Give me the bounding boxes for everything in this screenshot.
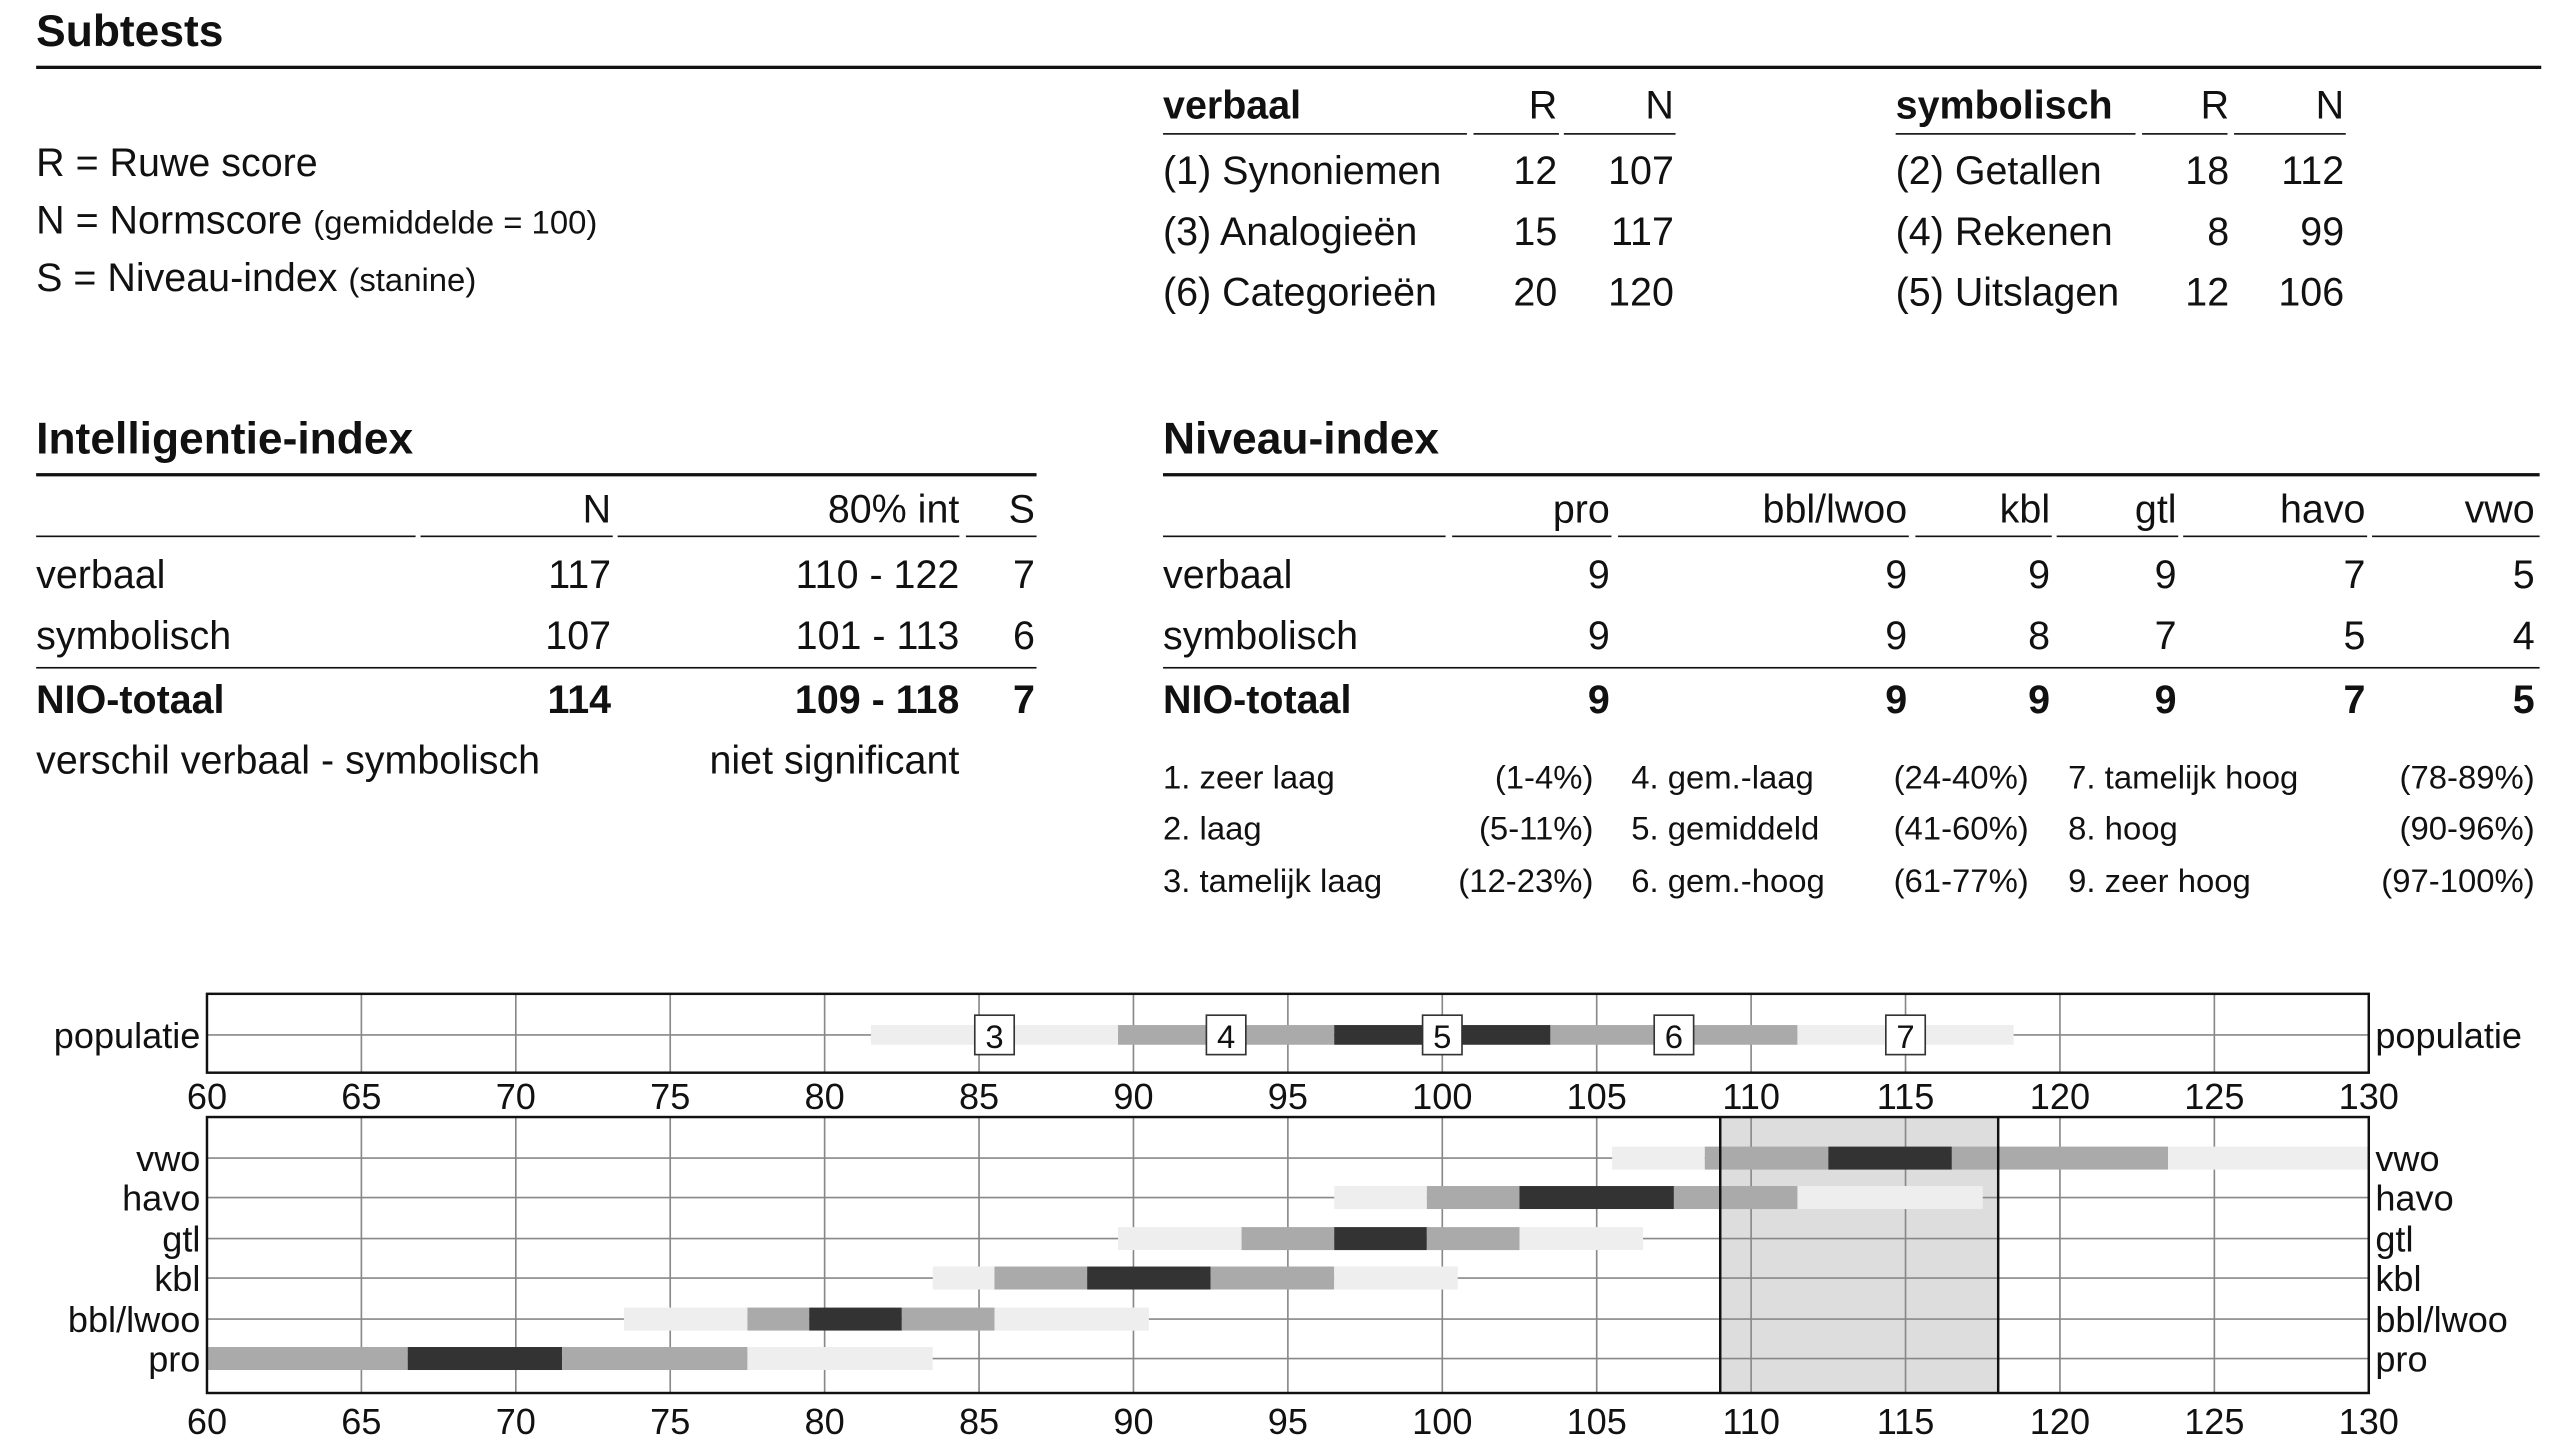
x-tick-label-bottom: 65 (341, 1401, 382, 1443)
x-tick-label-bottom: 125 (2184, 1401, 2245, 1443)
symbolisch-row-n: 112 (2281, 149, 2345, 194)
verbaal-row-r: 15 (1513, 210, 1558, 255)
x-tick-label-bottom: 75 (650, 1401, 691, 1443)
niveau-row-label: verbaal (1163, 553, 1293, 598)
legend-r: R = Ruwe score (36, 141, 318, 186)
int-col-int: 80% int (827, 487, 960, 533)
range-chart (0, 977, 2556, 1453)
group-segment (1705, 1147, 1829, 1170)
niveau-cell: 9 (2154, 553, 2177, 598)
int-header-rule-b (421, 536, 613, 538)
group-label-right: vwo (2375, 1138, 2440, 1180)
int-row-s: 7 (1012, 553, 1035, 598)
niveau-total-rule (1163, 667, 2540, 669)
group-label-right: bbl/lwoo (2375, 1299, 2508, 1341)
stanine-pct: (61-77%) (1893, 864, 2029, 901)
stanine-label: 9. zeer hoog (2068, 864, 2251, 901)
niveau-header-rule (2372, 536, 2540, 538)
x-tick-label-top: 85 (958, 1075, 1000, 1117)
intelligentie-heading: Intelligentie-index (36, 413, 414, 464)
verbaal-row-label: (6) Categorieën (1163, 271, 1437, 316)
group-segment (562, 1347, 747, 1370)
stanine-pct: (24-40%) (1893, 760, 2029, 797)
niveau-col: gtl (2134, 487, 2177, 533)
group-segment (1828, 1147, 1952, 1170)
stanine-pct: (12-23%) (1458, 864, 1594, 901)
niveau-header-rule (1163, 536, 1446, 538)
x-tick-label-top: 90 (1113, 1075, 1154, 1117)
group-label-left: havo (122, 1177, 201, 1219)
niveau-cell: 9 (1587, 614, 1610, 659)
verbaal-row-label: (1) Synoniemen (1163, 149, 1442, 194)
int-total-rule (36, 667, 1036, 669)
x-tick-label-bottom: 105 (1566, 1401, 1627, 1443)
int-row-n: 117 (548, 553, 612, 598)
stanine-box-label: 6 (1664, 1018, 1684, 1056)
group-label-left: kbl (154, 1258, 201, 1300)
x-tick-label-top: 100 (1412, 1075, 1473, 1117)
x-tick-label-top: 70 (495, 1075, 536, 1117)
x-tick-label-top: 80 (804, 1075, 845, 1117)
int-total-s: 7 (1012, 678, 1035, 723)
niveau-heading: Niveau-index (1163, 413, 1440, 464)
subtests-heading: Subtests (36, 6, 224, 56)
niveau-total-cell: 9 (2028, 678, 2051, 723)
niveau-row-label: symbolisch (1163, 614, 1359, 659)
stanine-box-label: 5 (1433, 1018, 1452, 1056)
niveau-total-cell: 9 (1587, 678, 1610, 723)
x-tick-label-top: 130 (2338, 1075, 2399, 1117)
niveau-total-cell: 7 (2343, 678, 2366, 723)
int-header-rule-c (618, 536, 960, 538)
niveau-col: pro (1552, 487, 1610, 533)
x-tick-label-top: 75 (650, 1075, 691, 1117)
group-segment (624, 1308, 748, 1331)
niveau-total-cell: 9 (1885, 678, 1908, 723)
symbolisch-row-n: 106 (2278, 271, 2345, 316)
group-segment (1211, 1267, 1335, 1290)
verschil-label: verschil verbaal - symbolisch (36, 739, 541, 784)
group-segment (1797, 1186, 1982, 1209)
stanine-label: 6. gem.-hoog (1631, 864, 1825, 901)
group-label-left: vwo (136, 1138, 201, 1180)
x-tick-label-top: 120 (2029, 1075, 2091, 1117)
stanine-label: 4. gem.-laag (1631, 760, 1814, 797)
niveau-cell: 8 (2028, 614, 2051, 659)
x-tick-label-bottom: 60 (186, 1401, 228, 1443)
x-tick-label-bottom: 120 (2029, 1401, 2091, 1443)
int-header-rule-a (36, 536, 415, 538)
symbolisch-col-r: R (2200, 83, 2230, 129)
niveau-cell: 5 (2343, 614, 2366, 659)
symbolisch-rule-b (2142, 133, 2227, 135)
group-segment (408, 1347, 562, 1370)
verbaal-col-r: R (1528, 83, 1558, 129)
group-segment (747, 1347, 932, 1370)
group-segment (2168, 1147, 2369, 1170)
verschil-value: niet significant (709, 739, 960, 784)
x-tick-label-bottom: 110 (1722, 1401, 1780, 1443)
verbaal-row-n: 107 (1608, 149, 1674, 194)
symbolisch-row-n: 99 (2300, 210, 2345, 255)
x-tick-label-bottom: 100 (1412, 1401, 1473, 1443)
verbaal-rule-a (1163, 133, 1467, 135)
stanine-label: 5. gemiddeld (1631, 811, 1820, 848)
niveau-total-cell: 9 (2154, 678, 2177, 723)
stanine-label: 7. tamelijk hoog (2068, 760, 2299, 797)
int-row-int: 101 - 113 (795, 614, 960, 659)
group-segment (1519, 1227, 1643, 1250)
group-label-right: pro (2375, 1338, 2428, 1380)
symbolisch-row-r: 8 (2207, 210, 2230, 255)
symbolisch-row-label: (5) Uitslagen (1895, 271, 2120, 316)
x-tick-label-bottom: 130 (2338, 1401, 2399, 1443)
group-segment (1952, 1147, 2168, 1170)
stanine-box-label: 4 (1216, 1018, 1236, 1056)
x-tick-label-bottom: 90 (1113, 1401, 1154, 1443)
symbolisch-row-r: 18 (2185, 149, 2230, 194)
verbaal-row-n: 117 (1611, 210, 1674, 255)
int-total-label: NIO-totaal (36, 678, 225, 723)
symbolisch-row-r: 12 (2185, 271, 2230, 316)
population-label-right: populatie (2375, 1015, 2522, 1057)
niveau-rule (1163, 473, 2540, 476)
x-tick-label-bottom: 70 (495, 1401, 536, 1443)
group-segment (1118, 1227, 1242, 1250)
niveau-cell: 5 (2512, 553, 2535, 598)
stanine-box-label: 7 (1896, 1018, 1915, 1056)
verbaal-row-n: 120 (1608, 271, 1674, 316)
population-label-left: populatie (53, 1015, 201, 1057)
int-col-n: N (582, 487, 612, 533)
stanine-pct: (90-96%) (2399, 811, 2535, 848)
niveau-col: havo (2279, 487, 2366, 533)
group-segment (1334, 1186, 1427, 1209)
niveau-header-rule (2057, 536, 2179, 538)
group-label-right: gtl (2375, 1218, 2414, 1260)
symbolisch-rule-c (2234, 133, 2346, 135)
group-segment (207, 1347, 408, 1370)
verbaal-col-n: N (1645, 83, 1674, 129)
stanine-pct: (41-60%) (1893, 811, 2029, 848)
stanine-pct: (78-89%) (2399, 760, 2535, 797)
x-tick-label-bottom: 85 (958, 1401, 1000, 1443)
stanine-pct: (1-4%) (1494, 760, 1594, 797)
subtests-rule (36, 66, 2541, 69)
group-segment (994, 1267, 1087, 1290)
symbolisch-title: symbolisch (1895, 83, 2113, 129)
x-tick-label-top: 95 (1267, 1075, 1308, 1117)
stanine-label: 1. zeer laag (1163, 760, 1335, 797)
legend-s: S = Niveau-index (stanine) (36, 256, 477, 301)
int-row-int: 110 - 122 (795, 553, 960, 598)
int-row-label: symbolisch (36, 614, 232, 659)
x-tick-label-bottom: 115 (1876, 1401, 1935, 1443)
niveau-col: vwo (2464, 487, 2535, 533)
group-segment (1674, 1186, 1798, 1209)
group-segment (747, 1308, 809, 1331)
group-segment (1242, 1227, 1335, 1250)
group-label-left: pro (148, 1338, 201, 1380)
niveau-col: kbl (1999, 487, 2051, 533)
niveau-cell: 9 (1587, 553, 1610, 598)
int-row-n: 107 (545, 614, 612, 659)
group-label-left: gtl (162, 1218, 201, 1260)
group-label-right: havo (2375, 1177, 2454, 1219)
symbolisch-col-n: N (2315, 83, 2345, 129)
niveau-cell: 7 (2343, 553, 2366, 598)
x-tick-label-top: 125 (2184, 1075, 2245, 1117)
int-total-n: 114 (547, 678, 612, 723)
niveau-total-cell: 5 (2512, 678, 2535, 723)
verbaal-row-label: (3) Analogieën (1163, 210, 1418, 255)
verbaal-rule-c (1564, 133, 1676, 135)
symbolisch-rule-a (1896, 133, 2136, 135)
stanine-pct: (5-11%) (1478, 811, 1594, 848)
niveau-cell: 9 (1885, 614, 1908, 659)
stanine-pct: (97-100%) (2381, 864, 2535, 901)
verbaal-row-r: 12 (1513, 149, 1558, 194)
group-label-right: kbl (2375, 1258, 2422, 1300)
group-segment (1519, 1186, 1673, 1209)
x-tick-label-top: 60 (186, 1075, 228, 1117)
group-label-left: bbl/lwoo (67, 1299, 201, 1341)
niveau-header-rule (1618, 536, 1909, 538)
niveau-header-rule (1915, 536, 2051, 538)
x-tick-label-top: 115 (1876, 1075, 1935, 1117)
stanine-label: 8. hoog (2068, 811, 2178, 848)
verbaal-rule-b (1474, 133, 1559, 135)
verbaal-row-r: 20 (1513, 271, 1558, 316)
symbolisch-row-label: (2) Getallen (1895, 149, 2102, 194)
group-segment (933, 1267, 995, 1290)
x-tick-label-bottom: 95 (1267, 1401, 1308, 1443)
group-segment (1427, 1186, 1520, 1209)
niveau-total-label: NIO-totaal (1163, 678, 1352, 723)
int-col-s: S (1008, 487, 1035, 533)
symbolisch-row-label: (4) Rekenen (1895, 210, 2113, 255)
niveau-col: bbl/lwoo (1762, 487, 1908, 533)
stanine-label: 2. laag (1163, 811, 1262, 848)
int-row-label: verbaal (36, 553, 166, 598)
group-segment (809, 1308, 902, 1331)
group-segment (1427, 1227, 1520, 1250)
group-segment (902, 1308, 995, 1331)
int-total-int: 109 - 118 (794, 678, 960, 723)
niveau-header-rule (1452, 536, 1611, 538)
niveau-cell: 4 (2512, 614, 2535, 659)
stanine-label: 3. tamelijk laag (1163, 864, 1383, 901)
int-header-rule-d (966, 536, 1037, 538)
x-tick-label-bottom: 80 (804, 1401, 845, 1443)
stanine-box-label: 3 (985, 1018, 1004, 1056)
group-segment (994, 1308, 1148, 1331)
group-segment (1612, 1147, 1705, 1170)
group-segment (1334, 1267, 1458, 1290)
x-tick-label-top: 110 (1722, 1075, 1780, 1117)
niveau-cell: 7 (2154, 614, 2177, 659)
x-tick-label-top: 105 (1566, 1075, 1627, 1117)
niveau-header-rule (2183, 536, 2367, 538)
verbaal-title: verbaal (1163, 83, 1302, 129)
int-row-s: 6 (1012, 614, 1035, 659)
niveau-cell: 9 (1885, 553, 1908, 598)
intelligentie-rule (36, 473, 1036, 476)
group-segment (1087, 1267, 1211, 1290)
group-segment (1334, 1227, 1427, 1250)
x-tick-label-top: 65 (341, 1075, 382, 1117)
niveau-cell: 9 (2028, 553, 2051, 598)
legend-n: N = Normscore (gemiddelde = 100) (36, 198, 598, 244)
